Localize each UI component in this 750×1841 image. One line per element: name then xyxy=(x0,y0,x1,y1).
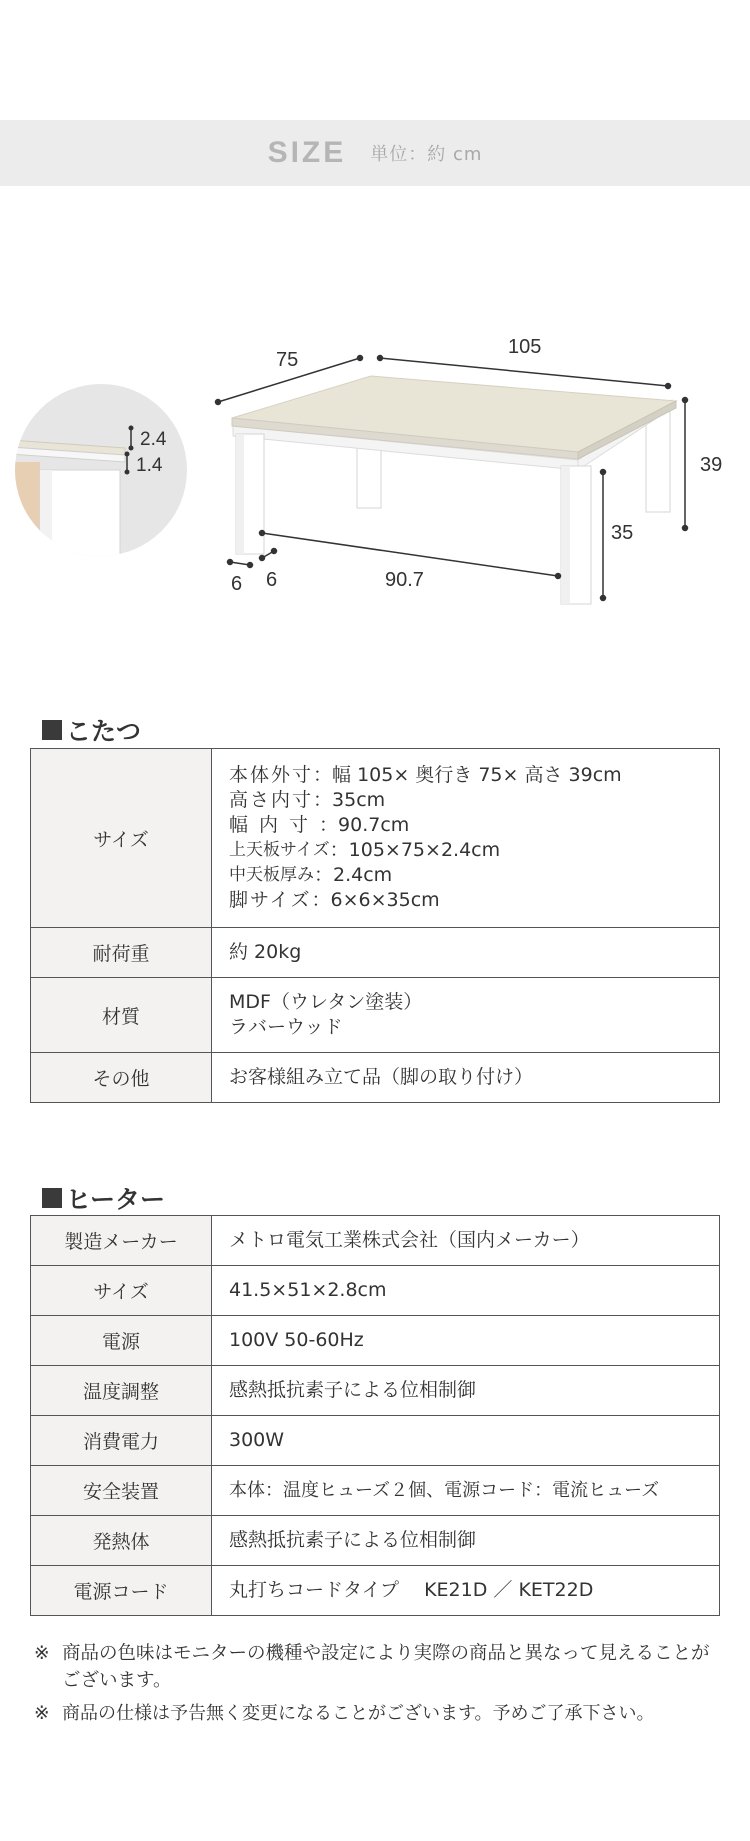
inner-width-label: 90.7 xyxy=(385,569,424,591)
row-label: 材質 xyxy=(31,978,212,1053)
row-label: 消費電力 xyxy=(31,1416,212,1466)
width-label: 105 xyxy=(508,336,542,358)
table-row xyxy=(31,1416,720,1466)
row-label: 製造メーカー xyxy=(31,1216,212,1266)
table-row xyxy=(31,1266,720,1316)
row-value: 41.5×51×2.8cm xyxy=(212,1266,720,1316)
kotatsu-spec-table xyxy=(30,748,720,1103)
top-thickness-label: 2.4 xyxy=(140,429,167,450)
spec-value: 2.4cm xyxy=(333,864,393,886)
note-mark: ※ xyxy=(34,1703,50,1724)
row-label: 耐荷重 xyxy=(31,928,212,978)
height-label: 39 xyxy=(700,454,723,476)
row-value: 100V 50-60Hz xyxy=(212,1316,720,1366)
note-item xyxy=(34,1700,724,1727)
square-bullet-icon xyxy=(42,720,62,740)
row-label: 電源 xyxy=(31,1316,212,1366)
row-label: サイズ xyxy=(31,1266,212,1316)
row-value: 丸打ちコードタイプ KE21D ／ KET22D xyxy=(212,1566,720,1616)
table-row xyxy=(31,1466,720,1516)
leg-depth-label: 6 xyxy=(266,569,278,591)
size-header xyxy=(0,120,750,186)
depth-label: 75 xyxy=(276,349,299,371)
heater-spec-table xyxy=(30,1215,720,1616)
zoom-detail-circle xyxy=(10,384,187,560)
row-value: 感熱抵抗素子による位相制御 xyxy=(212,1516,720,1566)
table-row xyxy=(31,1566,720,1616)
unit-label: 単位：約 cm xyxy=(370,144,483,165)
row-value: 約 20kg xyxy=(212,928,720,978)
material-line: MDF（ウレタン塗装） xyxy=(229,991,423,1013)
note-item xyxy=(34,1640,724,1694)
spec-key: 高さ内寸 xyxy=(229,789,314,811)
kotatsu-illustration xyxy=(232,376,676,604)
note-text: 商品の仕様は予告無く変更になることがございます。予めご了承下さい。 xyxy=(62,1703,655,1724)
row-value: 300W xyxy=(212,1416,720,1466)
heater-section-title xyxy=(42,1180,165,1216)
table-row xyxy=(31,749,720,928)
size-title: SIZE xyxy=(267,136,347,169)
notes xyxy=(34,1640,724,1733)
kotatsu-title-text: こたつ xyxy=(66,717,142,746)
heater-title-text: ヒーター xyxy=(66,1185,166,1214)
row-value xyxy=(212,978,720,1053)
spec-value: 6×6×35cm xyxy=(330,889,440,911)
kotatsu-section-title xyxy=(42,712,141,748)
row-label: 温度調整 xyxy=(31,1366,212,1416)
inner-height-label: 35 xyxy=(611,522,634,544)
row-label: 電源コード xyxy=(31,1566,212,1616)
spec-key: 幅内寸 xyxy=(229,814,320,836)
table-row xyxy=(31,1516,720,1566)
row-value: 感熱抵抗素子による位相制御 xyxy=(212,1366,720,1416)
row-label: 安全装置 xyxy=(31,1466,212,1516)
row-label: サイズ xyxy=(31,749,212,928)
row-label: その他 xyxy=(31,1053,212,1103)
row-value: 本体：温度ヒューズ２個、電源コード：電流ヒューズ xyxy=(212,1466,720,1516)
square-bullet-icon xyxy=(42,1188,62,1208)
table-row xyxy=(31,1316,720,1366)
table-row xyxy=(31,1216,720,1266)
spec-value: 幅 105× 奥行き 75× 高さ 39cm xyxy=(332,764,622,786)
spec-key: 脚サイズ xyxy=(229,889,312,911)
table-row xyxy=(31,978,720,1053)
mid-thickness-label: 1.4 xyxy=(136,455,163,476)
row-value: お客様組み立て品（脚の取り付け） xyxy=(212,1053,720,1103)
row-value: メトロ電気工業株式会社（国内メーカー） xyxy=(212,1216,720,1266)
spec-key: 上天板サイズ xyxy=(229,840,330,860)
spec-key: 本体外寸 xyxy=(229,764,314,786)
spec-value: 105×75×2.4cm xyxy=(348,839,501,861)
spec-value: 90.7cm xyxy=(338,814,410,836)
spec-value: 35cm xyxy=(332,789,386,811)
leg-width-label: 6 xyxy=(231,573,243,595)
material-line: ラバーウッド xyxy=(229,1016,343,1038)
spec-key: 中天板厚み xyxy=(229,865,314,885)
table-row xyxy=(31,1053,720,1103)
table-row xyxy=(31,928,720,978)
table-dimension-diagram xyxy=(0,320,750,640)
row-value: 本体外寸 ： 幅 105× 奥行き 75× 高さ 39cm 高さ内寸 ： 35cm 幅内寸 ： 90.7cm 上天板サイズ ： 105×75×2.4cm 中天板厚み ： 2.4cm 脚サイズ ： 6×6×35cm xyxy=(212,749,720,928)
note-text: 商品の色味はモニターの機種や設定により実際の商品と異なって見えることがございます。 xyxy=(62,1643,710,1691)
row-label: 発熱体 xyxy=(31,1516,212,1566)
note-mark: ※ xyxy=(34,1643,50,1664)
table-row xyxy=(31,1366,720,1416)
